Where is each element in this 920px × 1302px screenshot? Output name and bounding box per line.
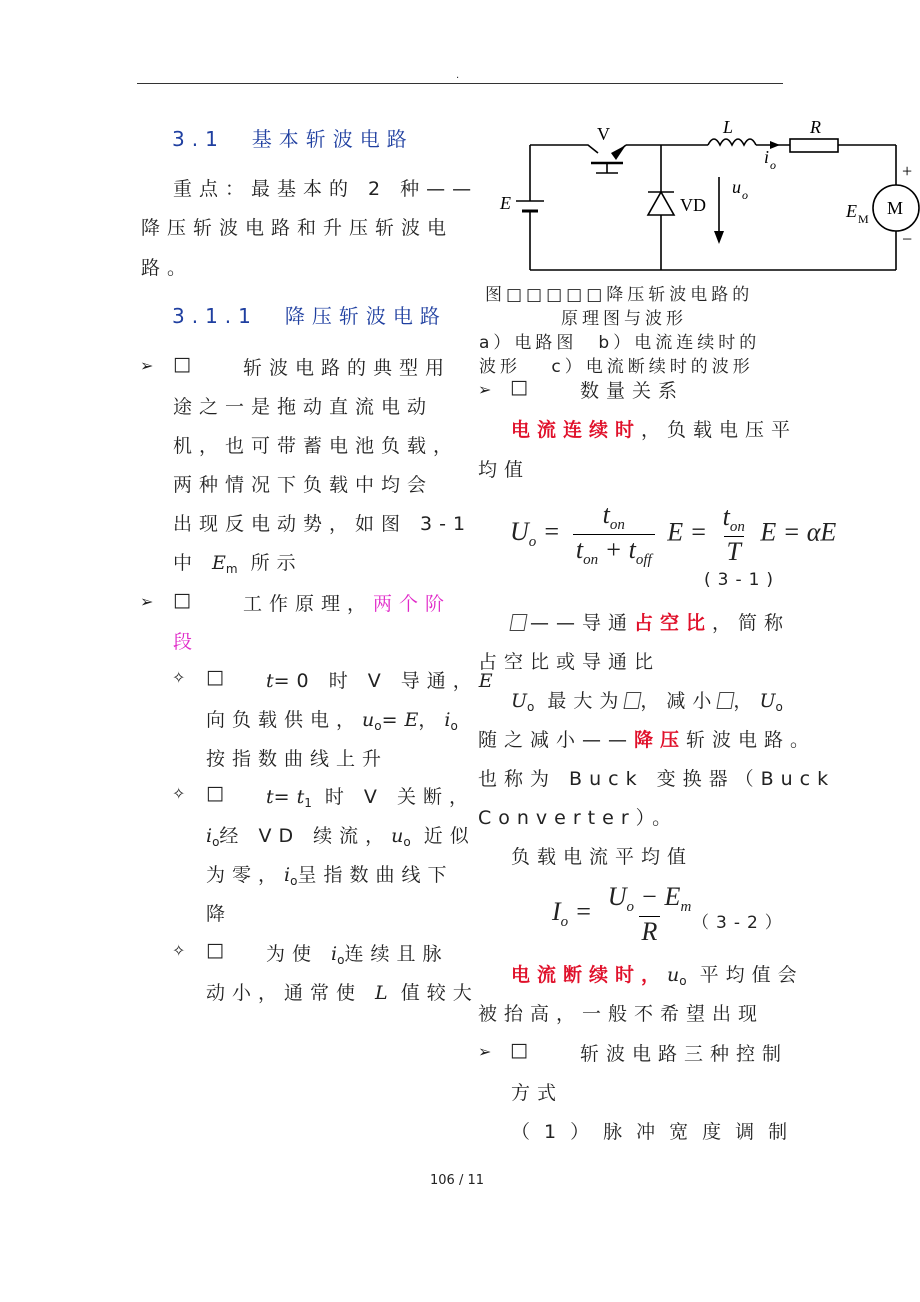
bullet-box: □	[510, 376, 535, 398]
b1-line-6	[173, 548, 303, 576]
i-sub: o	[337, 953, 345, 967]
b2-text: 工作原理，	[243, 593, 374, 615]
resistor-box	[790, 139, 838, 152]
u-sub: o	[775, 700, 783, 714]
bullet-box: □	[510, 1039, 535, 1061]
disc-line-2: 被抬高，一般不希望出现	[478, 1003, 765, 1025]
s1-line-2	[206, 705, 458, 733]
sui-line	[478, 725, 816, 752]
uo-b: ，减小	[640, 690, 719, 712]
cont-rest: ，负载电压平	[641, 419, 798, 441]
diamond-bullet-icon: ✧	[172, 941, 186, 960]
s2-line-4: 降	[206, 903, 233, 925]
duty-b: ，简称	[712, 612, 791, 634]
s3-l2a: 动小，通常使	[206, 982, 376, 1004]
uo-c: ，	[733, 690, 760, 712]
s2-l3a: 为零，	[206, 864, 285, 886]
sub-box: □	[206, 939, 231, 961]
b1-line-3: 机，也可带蓄电池负载，	[173, 435, 460, 457]
i-sub: o	[450, 719, 458, 733]
s2-b: 经 VD 续流，	[219, 825, 392, 847]
disc-red: 电流断续时，	[511, 964, 668, 986]
io-arrow-icon	[770, 141, 780, 149]
s3-b: 连续且脉	[344, 943, 449, 965]
s1-line-3: 按指数曲线上升	[206, 748, 389, 770]
label-l: L	[723, 117, 734, 137]
figure-caption-3: a）电路图 b）电流连续时的	[479, 333, 761, 353]
b1-line-4: 两种情况下负载中均会	[173, 474, 434, 496]
header-dot: .	[456, 70, 460, 81]
s3-a: 为使	[266, 943, 332, 965]
wire-left-top	[530, 145, 598, 153]
b2-pink-2: 段	[173, 631, 200, 653]
motor-label: M	[887, 198, 904, 218]
intro-line-1: 重点：最基本的 2 种——	[173, 178, 479, 200]
duty-line-1	[511, 608, 790, 635]
label-io-sub: o	[770, 158, 776, 172]
bullet-arrow-icon: ➢	[478, 1042, 492, 1061]
u-symbol: u	[667, 964, 680, 986]
s3-line-2	[206, 978, 479, 1005]
duty-line-2: 占空比或导通比	[478, 651, 661, 673]
equation-number-3-2: （3-2）	[692, 913, 789, 933]
s2-line-1	[266, 782, 475, 810]
s1-l2a: 向负载供电，	[206, 709, 363, 731]
intro-line-3: 路。	[141, 257, 194, 279]
label-r: R	[810, 117, 821, 137]
t-symbol: t	[266, 670, 274, 692]
i-symbol: i	[284, 864, 291, 886]
b1-post: 所示	[237, 552, 303, 574]
s2-line-3	[206, 860, 453, 888]
uo-line-1	[511, 686, 783, 714]
b1-line-1: 斩波电路的典型用	[243, 357, 452, 379]
label-io: i	[764, 147, 770, 167]
duty-a: ——导通	[530, 612, 635, 634]
i-sub: o	[290, 874, 298, 888]
label-uo: u	[732, 177, 741, 197]
bullet-arrow-icon: ➢	[140, 356, 154, 375]
i-symbol: i	[331, 943, 338, 965]
u-sub: o	[679, 974, 687, 988]
i-symbol: i	[444, 709, 451, 731]
e-symbol: E	[478, 670, 493, 692]
bullet-arrow-icon: ➢	[478, 380, 492, 399]
u-symbol: u	[391, 825, 404, 847]
label-uo-sub: o	[742, 188, 748, 202]
sui-red: 降压	[634, 729, 687, 751]
minus-sign: −	[902, 229, 913, 249]
b2-line-1	[243, 589, 451, 616]
u-symbol: U	[511, 690, 528, 712]
s1-line-1	[266, 666, 493, 693]
u-symbol: u	[362, 709, 375, 731]
comma: ，	[418, 709, 445, 731]
quant-heading: 数量关系	[580, 380, 685, 402]
s3-l2b: 值较大	[387, 982, 479, 1004]
transistor-arrow-icon	[611, 145, 626, 160]
label-v: V	[597, 124, 610, 144]
u-sub: o	[374, 719, 382, 733]
sub-box: □	[206, 666, 231, 688]
u-symbol: U	[759, 690, 776, 712]
cont-line-1	[511, 415, 797, 442]
bullet-arrow-icon: ➢	[140, 592, 154, 611]
disc-line-1	[511, 960, 804, 988]
diamond-bullet-icon: ✧	[172, 784, 186, 803]
s1-a: =0 时 V 导通，	[273, 670, 479, 692]
cont-line-2: 均值	[478, 459, 531, 481]
t-symbol: t	[266, 786, 274, 808]
sui-b: 斩波电路。	[686, 729, 817, 751]
figure-caption-4: 波形 c）电流断续时的波形	[479, 357, 754, 377]
inductor-coil	[708, 139, 756, 145]
u-sub: o	[527, 700, 535, 714]
label-vd: VD	[680, 195, 706, 215]
i-sub: o	[212, 835, 220, 849]
uo-a: 最大为	[534, 690, 626, 712]
b1-line-2: 途之一是拖动直流电动	[173, 396, 434, 418]
buck-circuit-diagram	[490, 115, 920, 285]
bullet-box: □	[173, 589, 198, 611]
s2-l3b: 呈指数曲线下	[297, 864, 454, 886]
i-symbol: i	[206, 825, 213, 847]
ctrl-line-2: 方式	[511, 1082, 564, 1104]
eq-sign: =	[381, 709, 405, 731]
eq-sign: =	[273, 786, 297, 808]
duty-red: 占空比	[634, 612, 713, 634]
s2-line-2	[206, 821, 476, 849]
diamond-bullet-icon: ✧	[172, 668, 186, 687]
page-number: 106 / 11	[430, 1173, 484, 1188]
cont-red: 电流连续时	[511, 419, 642, 441]
section-heading-3-1: 3.1 基本斩波电路	[172, 127, 414, 151]
pwm-line: （1）脉冲宽度调制	[511, 1121, 802, 1143]
t1-sub: 1	[304, 796, 312, 810]
b2-pink-1: 两个阶	[373, 593, 452, 615]
b1-pre: 中	[173, 552, 213, 574]
figure-caption-1: 图□□□□□降压斩波电路的	[485, 285, 754, 305]
equation-3-2: $I_o$ = $\frac{U_o - E_m}{R}$	[552, 882, 692, 946]
intro-line-2: 降压斩波电路和升压斩波电	[141, 217, 454, 239]
equation-3-1: $U_o$ = $\frac{t_{on}}{t_{on} + t_{off}}$ E = $\frac{t_{on}}{T}$ E = αE	[510, 500, 837, 568]
ctrl-line-1: 斩波电路三种控制	[580, 1043, 789, 1065]
plus-sign: +	[902, 161, 913, 181]
figure-caption-2: 原理图与波形	[561, 309, 687, 329]
box-glyph-icon	[510, 614, 528, 631]
em-sub: m	[225, 562, 238, 576]
u-sub: o	[403, 835, 411, 849]
label-em-sub: M	[858, 212, 869, 226]
l-symbol: L	[375, 982, 388, 1004]
t1-symbol: t	[296, 786, 305, 808]
equation-number-3-1: (3-1)	[704, 570, 781, 590]
section-heading-3-1-1: 3.1.1 降压斩波电路	[172, 304, 447, 328]
e-symbol: E	[404, 709, 419, 731]
buck-line-2: Converter）。	[478, 807, 679, 829]
label-em: E	[846, 201, 857, 221]
disc-rest: 平均值会	[686, 964, 804, 986]
bullet-box: □	[173, 353, 198, 375]
buck-line-1: 也称为 Buck 变换器（Buck	[478, 768, 836, 790]
sui-a: 随之减小——	[478, 729, 635, 751]
header-rule	[137, 83, 783, 84]
s2-c: 近似	[410, 825, 476, 847]
uo-arrow-head-icon	[714, 231, 724, 244]
em-symbol: E	[212, 552, 226, 574]
diode-triangle	[648, 192, 674, 215]
label-e: E	[500, 193, 511, 213]
b1-line-5: 出现反电动势，如图 3-1	[173, 513, 473, 535]
s3-line-1	[266, 939, 448, 967]
avg-current-line: 负载电流平均值	[511, 846, 694, 868]
sub-box: □	[206, 782, 231, 804]
s2-a: 时 V 关断，	[311, 786, 475, 808]
